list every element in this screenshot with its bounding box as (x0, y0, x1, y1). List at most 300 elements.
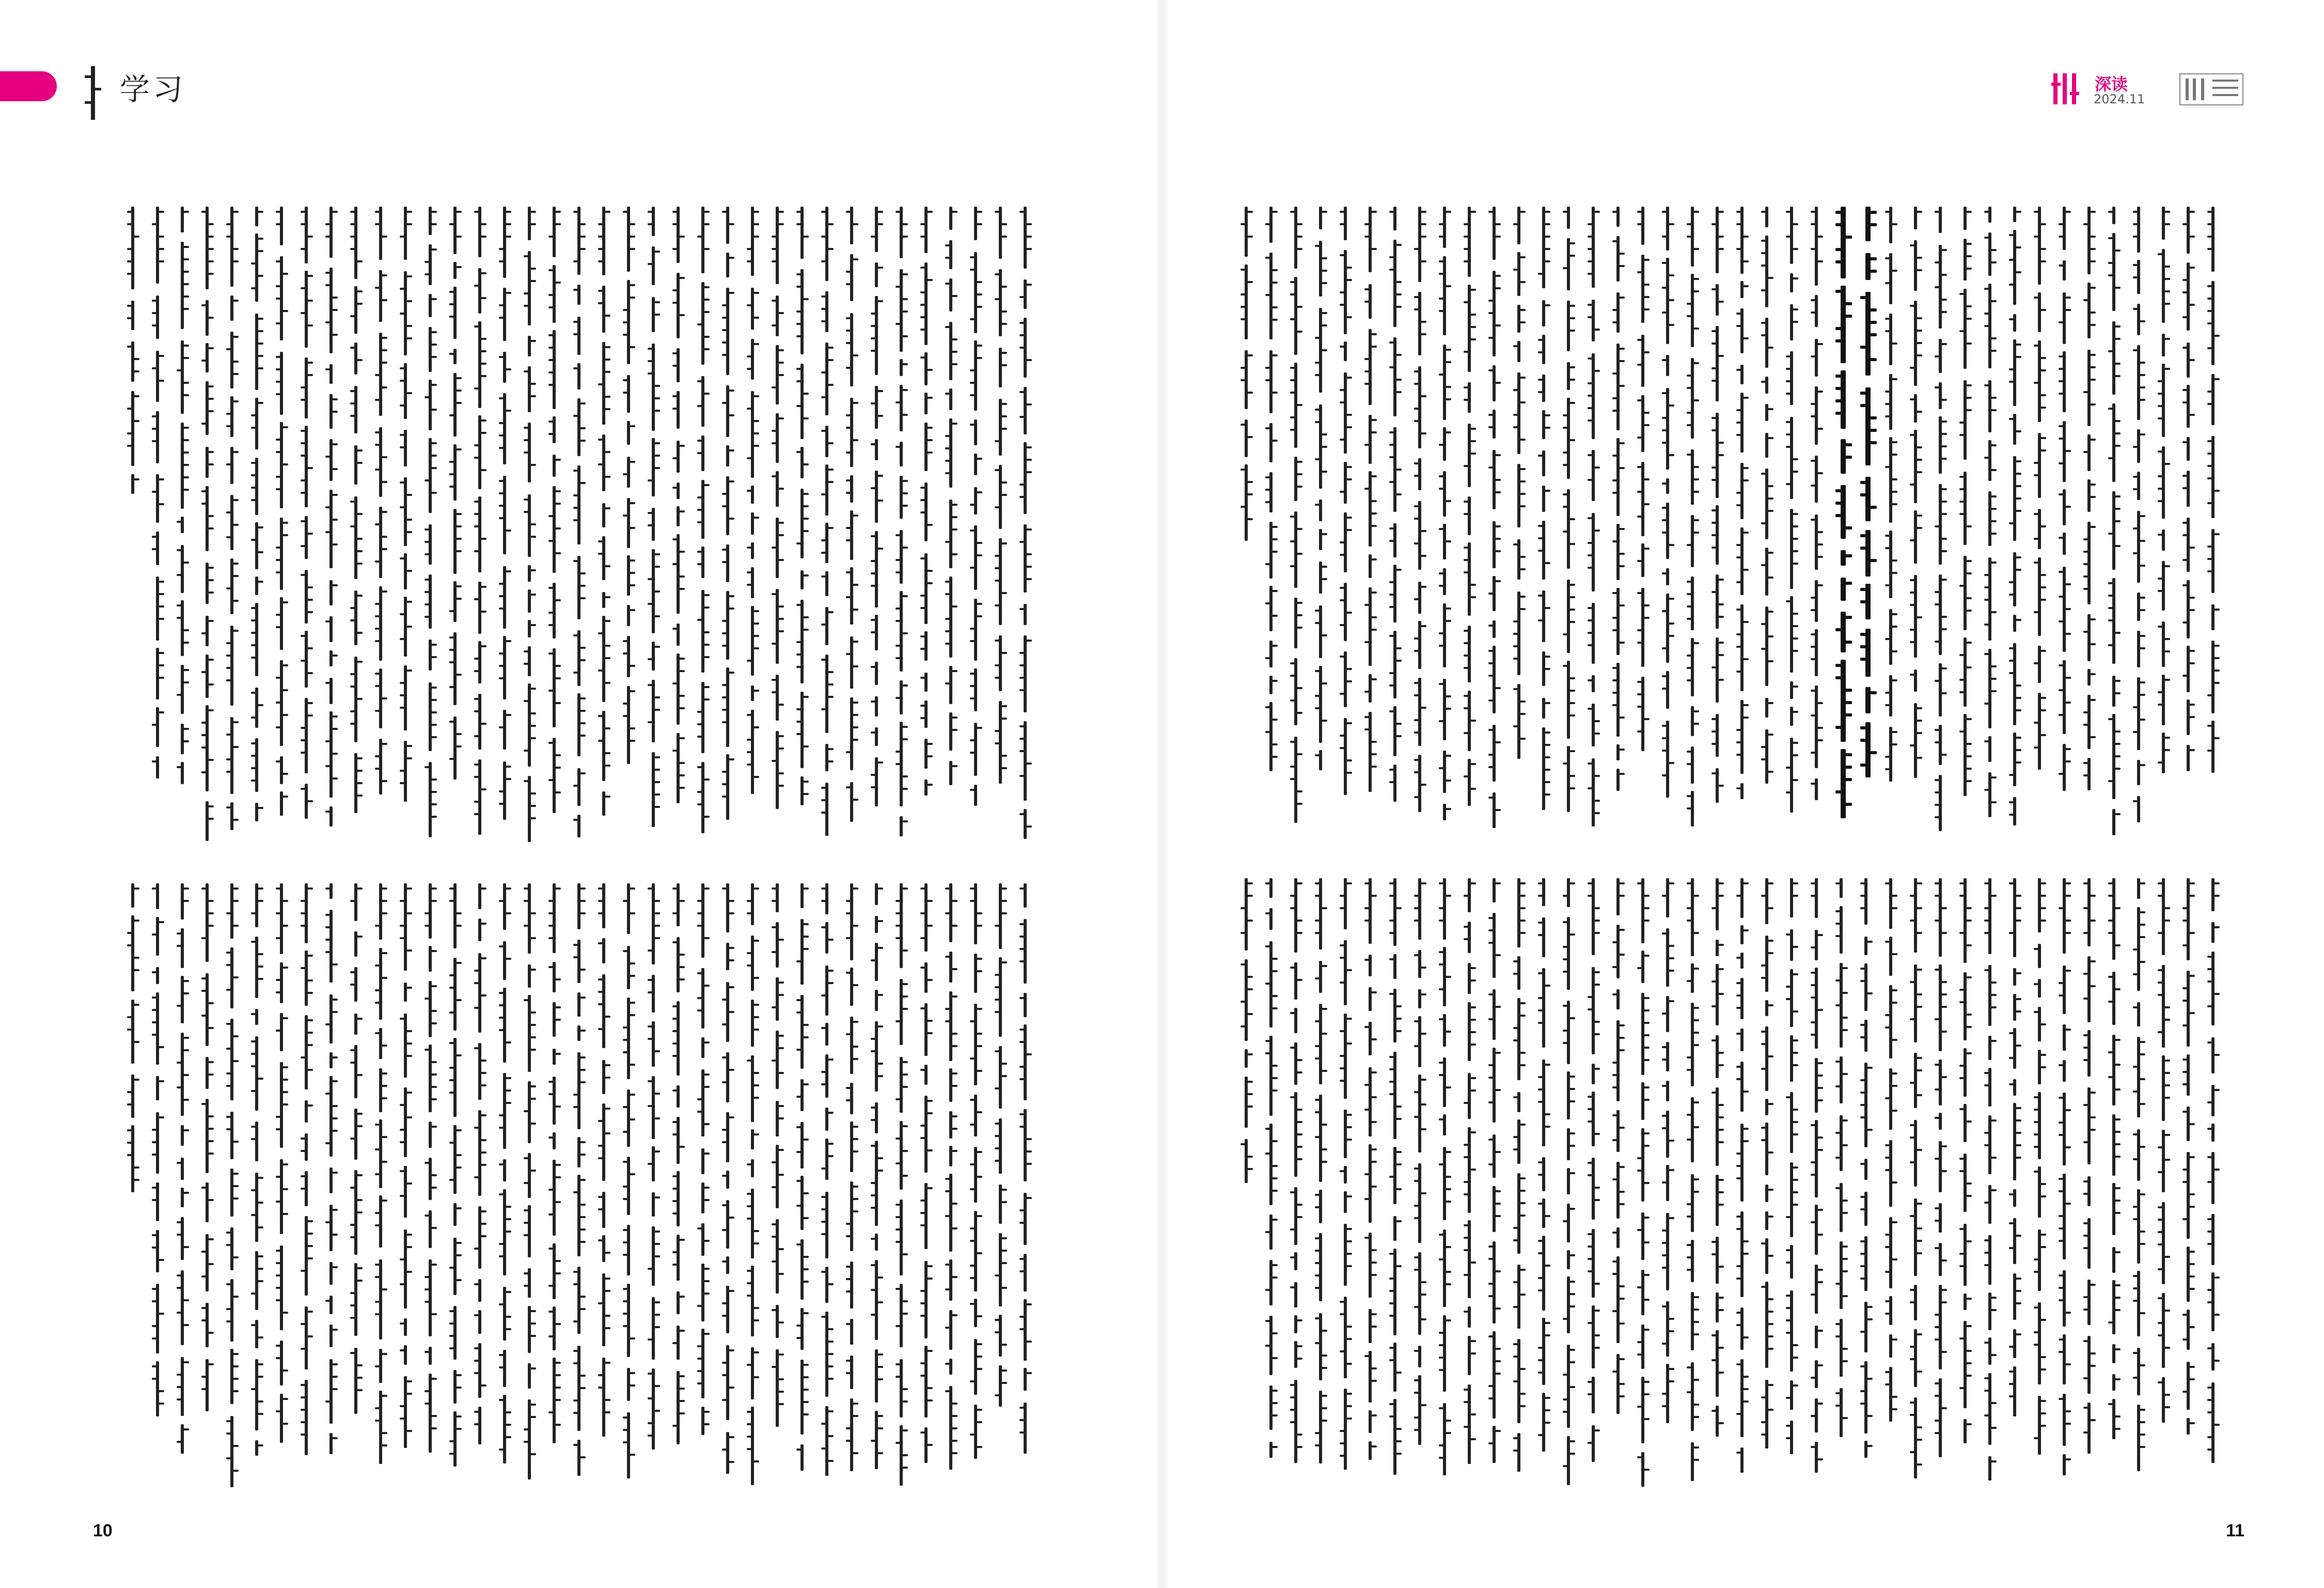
script-stroke (1271, 615, 1278, 617)
script-stroke (1817, 584, 1823, 586)
script-stroke (1637, 271, 1643, 273)
script-word (974, 1339, 977, 1395)
text-column (721, 883, 734, 1488)
script-stroke (183, 382, 189, 384)
script-stroke (325, 531, 332, 533)
script-stroke (1817, 343, 1823, 345)
script-stroke (282, 1017, 288, 1019)
script-stroke (1563, 665, 1569, 667)
script-stroke (629, 527, 635, 529)
script-stroke (902, 983, 908, 985)
script-stroke (1495, 382, 1501, 384)
script-stroke (920, 236, 927, 238)
script-word (627, 998, 630, 1079)
script-stroke (598, 236, 604, 238)
script-stroke (307, 979, 313, 982)
script-stroke (1637, 730, 1643, 733)
script-stroke (499, 517, 505, 519)
script-stroke (648, 524, 654, 526)
script-stroke (753, 622, 759, 625)
script-stroke (499, 677, 505, 679)
script-stroke (1019, 1126, 1026, 1128)
script-stroke (1588, 479, 1594, 481)
script-stroke (406, 1030, 412, 1032)
script-stroke (753, 1084, 759, 1086)
script-stroke (1001, 1063, 1007, 1065)
script-stroke (474, 1423, 480, 1425)
script-word (2063, 660, 2066, 734)
script-stroke (1588, 632, 1594, 634)
script-stroke (350, 900, 356, 902)
script-stroke (152, 1021, 158, 1023)
script-stroke (548, 306, 555, 308)
script-stroke (778, 1105, 784, 1107)
text-column (1611, 207, 1625, 837)
script-stroke (201, 423, 208, 425)
script-stroke (1296, 306, 1302, 308)
script-stroke (2015, 569, 2021, 571)
script-stroke (1240, 379, 1247, 381)
script-stroke (623, 1131, 629, 1133)
script-word (329, 207, 333, 258)
script-word (1790, 738, 1793, 813)
script-stroke (1643, 503, 1650, 505)
script-stroke (778, 1353, 784, 1356)
script-stroke (1916, 330, 1922, 332)
script-stroke (555, 1164, 561, 1166)
script-stroke (1464, 630, 1470, 632)
script-stroke (1364, 716, 1371, 718)
script-stroke (1346, 414, 1352, 416)
script-stroke (753, 517, 759, 519)
script-word (577, 1267, 580, 1334)
script-stroke (623, 1026, 629, 1029)
script-stroke (672, 1342, 679, 1344)
script-stroke (2114, 250, 2121, 252)
script-stroke (902, 595, 908, 597)
script-stroke (846, 211, 852, 213)
script-stroke (896, 645, 902, 647)
script-stroke (877, 1276, 883, 1279)
script-stroke (1001, 1262, 1007, 1264)
script-stroke (821, 396, 827, 398)
script-stroke (629, 1173, 635, 1175)
script-word (577, 815, 580, 837)
script-word (1691, 358, 1694, 439)
script-stroke (201, 632, 208, 634)
script-word (206, 1359, 209, 1411)
script-stroke (1891, 454, 1897, 456)
script-stroke (697, 1227, 703, 1229)
script-stroke (654, 397, 660, 399)
script-stroke (2213, 490, 2220, 492)
script-stroke (2164, 463, 2170, 465)
script-stroke (1984, 384, 1990, 386)
script-stroke (431, 1415, 437, 1417)
script-stroke (2213, 1089, 2220, 1091)
script-word (2038, 207, 2041, 285)
script-stroke (772, 691, 778, 693)
script-stroke (226, 758, 232, 760)
script-stroke (400, 404, 406, 407)
script-word (2162, 561, 2165, 611)
script-stroke (976, 925, 982, 927)
script-stroke (208, 236, 214, 238)
script-stroke (1941, 399, 1947, 401)
script-stroke (350, 501, 356, 503)
script-stroke (1414, 682, 1420, 684)
script-stroke (1619, 467, 1625, 469)
script-stroke (251, 287, 257, 289)
script-stroke (350, 1049, 356, 1051)
script-stroke (1371, 431, 1377, 433)
script-word (181, 665, 184, 714)
script-stroke (381, 977, 387, 979)
script-stroke (1019, 541, 1026, 543)
script-stroke (301, 1150, 307, 1152)
script-stroke (1026, 578, 1032, 580)
script-stroke (970, 628, 976, 630)
script-stroke (772, 260, 778, 262)
script-stroke (2059, 462, 2065, 464)
script-stroke (2015, 430, 2021, 432)
script-stroke (902, 1125, 908, 1127)
script-word (1616, 207, 1620, 227)
script-stroke (846, 972, 852, 974)
script-stroke (1612, 240, 1619, 242)
script-word (1517, 341, 1520, 362)
script-stroke (778, 605, 784, 608)
script-stroke (232, 451, 239, 453)
script-stroke (747, 964, 753, 967)
script-stroke (995, 742, 1001, 744)
script-word (2211, 374, 2215, 425)
script-word (1517, 464, 1520, 527)
script-word (776, 207, 779, 284)
script-stroke (425, 541, 431, 543)
script-stroke (332, 715, 338, 718)
script-stroke (226, 1232, 232, 1234)
script-stroke (722, 1315, 728, 1317)
script-stroke (1001, 1189, 1007, 1191)
script-stroke (183, 562, 189, 564)
script-stroke (1891, 503, 1897, 505)
script-word (2211, 1214, 2215, 1265)
script-stroke (1488, 766, 1495, 768)
text-column (1363, 207, 1377, 837)
script-stroke (226, 806, 232, 808)
script-word (1616, 438, 1620, 516)
script-word (230, 883, 233, 939)
script-stroke (920, 1200, 927, 1202)
script-word (949, 577, 952, 658)
script-stroke (400, 782, 406, 784)
script-word (602, 207, 605, 275)
script-stroke (722, 783, 728, 785)
script-stroke (672, 487, 679, 489)
script-word (1616, 744, 1620, 760)
script-stroke (158, 581, 164, 583)
script-word (1393, 631, 1396, 698)
script-stroke (276, 1030, 282, 1032)
script-stroke (1315, 245, 1321, 247)
script-stroke (2009, 234, 2015, 236)
script-stroke (827, 1460, 834, 1462)
script-stroke (251, 1090, 257, 1092)
script-stroke (499, 900, 505, 902)
script-word (627, 421, 630, 445)
script-stroke (133, 370, 139, 372)
text-column (894, 883, 908, 1488)
script-stroke (1290, 741, 1296, 743)
script-stroke (1019, 960, 1026, 962)
script-stroke (877, 947, 883, 949)
script-stroke (1588, 567, 1594, 569)
script-stroke (852, 1046, 858, 1048)
script-stroke (697, 323, 703, 325)
script-word (329, 806, 333, 827)
script-stroke (679, 954, 685, 956)
script-stroke (1296, 614, 1302, 616)
script-word (1517, 252, 1520, 296)
script-stroke (2207, 956, 2213, 958)
script-stroke (530, 268, 536, 270)
script-stroke (449, 291, 456, 293)
script-stroke (400, 1170, 406, 1172)
script-stroke (623, 334, 629, 336)
script-word (999, 635, 1002, 691)
script-stroke (703, 644, 710, 646)
script-word (528, 565, 531, 582)
script-stroke (152, 933, 158, 936)
script-stroke (276, 991, 282, 993)
script-stroke (1271, 269, 1278, 271)
script-stroke (827, 1435, 834, 1437)
script-stroke (1959, 476, 1966, 478)
script-word (528, 336, 531, 356)
script-word (354, 1348, 357, 1414)
script-stroke (232, 1035, 239, 1037)
script-word (1418, 292, 1421, 355)
script-stroke (796, 666, 803, 668)
script-stroke (648, 979, 654, 981)
script-stroke (1588, 708, 1594, 710)
script-stroke (2207, 403, 2213, 405)
script-stroke (456, 1279, 462, 1281)
script-stroke (648, 949, 654, 952)
script-word (156, 577, 159, 641)
script-stroke (1569, 439, 1575, 441)
script-stroke (1693, 519, 1699, 521)
script-stroke (325, 888, 332, 890)
script-word (553, 207, 556, 257)
script-word (305, 1015, 308, 1089)
script-stroke (1247, 354, 1253, 356)
script-stroke (1619, 442, 1625, 444)
script-stroke (1265, 657, 1271, 659)
script-stroke (1019, 677, 1026, 679)
page-number-left: 10 (93, 1521, 113, 1540)
script-word (1765, 548, 1768, 596)
script-stroke (1464, 559, 1470, 561)
script-stroke (1389, 540, 1395, 542)
text-column (696, 883, 710, 1488)
script-word (1443, 207, 1446, 248)
script-stroke (604, 211, 610, 213)
script-stroke (877, 475, 883, 477)
script-stroke (803, 745, 809, 748)
script-stroke (778, 704, 784, 706)
script-stroke (431, 248, 437, 251)
script-stroke (604, 645, 610, 647)
script-stroke (2090, 403, 2096, 406)
script-word (1493, 646, 1496, 713)
script-stroke (927, 582, 933, 584)
script-stroke (1389, 527, 1395, 530)
script-stroke (406, 670, 412, 672)
script-stroke (1420, 211, 1426, 213)
script-word (2137, 677, 2140, 750)
script-stroke (920, 511, 927, 513)
script-stroke (127, 317, 133, 319)
script-stroke (530, 792, 536, 795)
script-stroke (697, 711, 703, 713)
script-stroke (158, 248, 164, 250)
script-stroke (276, 726, 282, 728)
script-word (652, 1368, 655, 1450)
script-stroke (400, 1283, 406, 1285)
script-stroke (1519, 568, 1526, 570)
script-stroke (728, 257, 734, 259)
script-stroke (573, 289, 579, 291)
script-word (1493, 521, 1496, 568)
script-stroke (474, 1047, 480, 1049)
script-stroke (505, 1424, 511, 1426)
script-stroke (2108, 607, 2114, 609)
script-stroke (604, 1064, 610, 1066)
script-stroke (1265, 501, 1271, 503)
script-word (900, 1121, 903, 1190)
script-stroke (722, 402, 728, 404)
script-stroke (2034, 236, 2040, 238)
script-stroke (1966, 768, 1972, 770)
script-word (181, 600, 184, 656)
script-stroke (1519, 556, 1526, 558)
script-stroke (474, 444, 480, 446)
script-stroke (1265, 706, 1271, 708)
script-stroke (1811, 485, 1817, 487)
script-word (2063, 260, 2066, 281)
script-word (1691, 274, 1694, 347)
script-stroke (1315, 337, 1321, 339)
script-stroke (1346, 680, 1352, 682)
script-stroke (2139, 635, 2145, 637)
script-stroke (425, 528, 431, 531)
script-stroke (970, 673, 976, 675)
script-stroke (307, 599, 313, 601)
script-stroke (1885, 692, 1891, 694)
script-stroke (927, 1278, 933, 1280)
script-stroke (1513, 658, 1519, 660)
script-stroke (697, 405, 703, 407)
script-stroke (251, 632, 257, 634)
script-word (974, 1211, 977, 1291)
script-stroke (995, 999, 1001, 1001)
script-stroke (301, 660, 307, 662)
script-word (577, 285, 580, 305)
script-stroke (902, 1008, 908, 1010)
script-stroke (350, 1062, 356, 1064)
script-stroke (2189, 704, 2195, 706)
script-word (478, 1343, 481, 1398)
script-stroke (548, 900, 555, 902)
script-stroke (406, 626, 412, 628)
script-stroke (1736, 313, 1742, 315)
script-stroke (1817, 556, 1823, 558)
script-stroke (951, 1115, 957, 1117)
script-stroke (672, 1121, 679, 1123)
script-stroke (201, 722, 208, 724)
script-stroke (1544, 769, 1550, 771)
brand-name: 深读 (2095, 74, 2128, 94)
script-stroke (927, 755, 933, 757)
script-word (404, 1087, 407, 1157)
script-stroke (456, 266, 462, 268)
script-stroke (2034, 538, 2040, 540)
script-word (627, 883, 630, 934)
script-stroke (1910, 367, 1916, 369)
script-stroke (474, 1314, 480, 1316)
script-stroke (1612, 321, 1619, 323)
script-stroke (1835, 290, 1845, 293)
script-stroke (1247, 481, 1253, 483)
script-stroke (332, 1234, 338, 1236)
script-stroke (827, 1410, 834, 1412)
script-stroke (301, 739, 307, 741)
script-stroke (2158, 534, 2164, 536)
script-stroke (778, 1391, 784, 1393)
script-stroke (1445, 361, 1451, 363)
script-stroke (1637, 693, 1643, 695)
script-stroke (449, 1011, 456, 1014)
script-word (1865, 387, 1871, 465)
script-stroke (648, 1080, 654, 1082)
script-stroke (499, 356, 505, 358)
script-stroke (356, 661, 363, 663)
script-stroke (2213, 335, 2220, 337)
script-stroke (1026, 1303, 1032, 1305)
script-stroke (1867, 751, 1877, 754)
script-stroke (2139, 719, 2145, 721)
script-stroke (325, 1221, 332, 1223)
script-stroke (2207, 347, 2213, 349)
script-stroke (871, 560, 877, 562)
script-stroke (2009, 418, 2015, 420)
script-stroke (722, 549, 728, 551)
script-word (354, 590, 357, 645)
script-stroke (902, 684, 908, 687)
script-stroke (778, 618, 784, 620)
script-stroke (778, 748, 784, 750)
script-stroke (951, 1440, 957, 1442)
script-stroke (573, 519, 579, 521)
script-stroke (654, 900, 660, 902)
script-word (528, 1205, 531, 1257)
text-column (746, 883, 759, 1488)
script-word (1841, 207, 1846, 278)
script-word (1517, 372, 1520, 454)
script-stroke (1420, 236, 1426, 238)
